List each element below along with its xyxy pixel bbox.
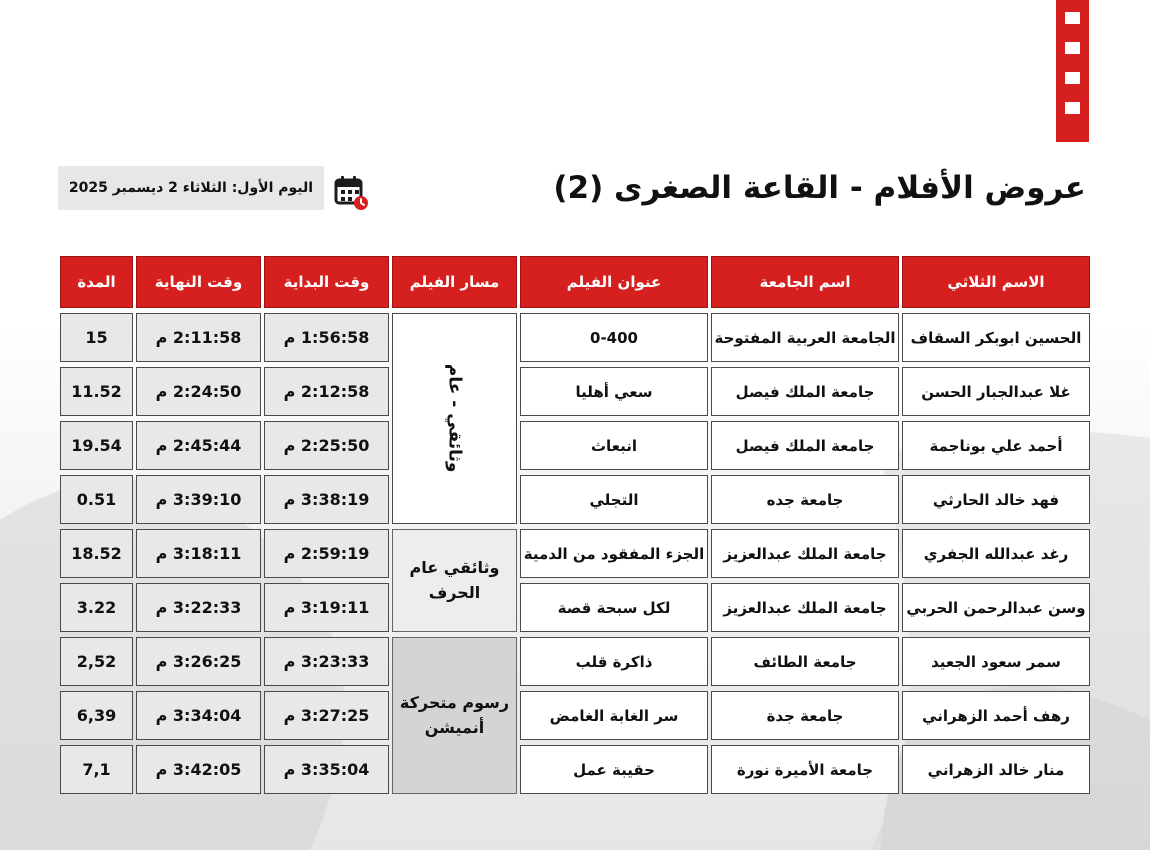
table-cell-university: جامعة الملك فيصل xyxy=(711,421,899,470)
track-label-documentary-general: وثائقي - عام xyxy=(444,364,465,473)
table-cell-name: سمر سعود الجعيد xyxy=(902,637,1090,686)
film-strip-hole xyxy=(1065,42,1080,54)
table-cell-university: جامعة الطائف xyxy=(711,637,899,686)
page-title: عروض الأفلام - القاعة الصغرى (2) xyxy=(553,170,1086,206)
table-cell-film-title: الجزء المفقود من الدمية xyxy=(520,529,708,578)
header-end-time: وقت النهاية xyxy=(136,256,261,308)
table-cell-university: الجامعة العربية المفتوحة xyxy=(711,313,899,362)
film-strip-icon xyxy=(1056,0,1089,142)
track-cell-documentary-general xyxy=(392,313,517,524)
table-cell-end-time: 3:18:11 م xyxy=(136,529,261,578)
track-cell-animation xyxy=(392,637,517,794)
table-cell-university: جامعة جدة xyxy=(711,691,899,740)
table-cell-duration: 7,1 xyxy=(60,745,133,794)
table-cell-name: وسن عبدالرحمن الحربي xyxy=(902,583,1090,632)
table-cell-name: أحمد علي بوناجمة xyxy=(902,421,1090,470)
table-cell-end-time: 2:45:44 م xyxy=(136,421,261,470)
table-cell-start-time: 2:25:50 م xyxy=(264,421,389,470)
table-cell-start-time: 1:56:58 م xyxy=(264,313,389,362)
table-cell-duration: 2,52 xyxy=(60,637,133,686)
table-cell-university: جامعة جده xyxy=(711,475,899,524)
table-cell-duration: 0.51 xyxy=(60,475,133,524)
table-cell-end-time: 2:11:58 م xyxy=(136,313,261,362)
table-cell-film-title: انبعاث xyxy=(520,421,708,470)
table-cell-duration: 15 xyxy=(60,313,133,362)
track-cell-documentary-crafts xyxy=(392,529,517,632)
table-cell-name: غلا عبدالجبار الحسن xyxy=(902,367,1090,416)
table-cell-end-time: 3:22:33 م xyxy=(136,583,261,632)
table-cell-name: فهد خالد الحارثي xyxy=(902,475,1090,524)
table-cell-university: جامعة الأميرة نورة xyxy=(711,745,899,794)
table-cell-duration: 11.52 xyxy=(60,367,133,416)
track-label-documentary-crafts: وثائقي عام الحرف xyxy=(409,557,500,602)
film-strip-hole xyxy=(1065,12,1080,24)
table-cell-duration: 6,39 xyxy=(60,691,133,740)
table-cell-film-title: التجلي xyxy=(520,475,708,524)
table-cell-end-time: 3:39:10 م xyxy=(136,475,261,524)
table-cell-start-time: 3:27:25 م xyxy=(264,691,389,740)
table-cell-university: جامعة الملك عبدالعزيز xyxy=(711,583,899,632)
table-cell-film-title: 0-400 xyxy=(520,313,708,362)
table-cell-university: جامعة الملك فيصل xyxy=(711,367,899,416)
table-cell-name: رغد عبدالله الجفري xyxy=(902,529,1090,578)
table-cell-film-title: سعي أهليا xyxy=(520,367,708,416)
table-cell-film-title: حقيبة عمل xyxy=(520,745,708,794)
header-duration: المدة xyxy=(60,256,133,308)
table-cell-start-time: 3:38:19 م xyxy=(264,475,389,524)
table-cell-film-title: لكل سبحة قصة xyxy=(520,583,708,632)
table-cell-film-title: سر الغابة الغامض xyxy=(520,691,708,740)
table-cell-university: جامعة الملك عبدالعزيز xyxy=(711,529,899,578)
table-cell-duration: 3.22 xyxy=(60,583,133,632)
date-label: اليوم الأول: الثلاثاء 2 ديسمبر 2025 xyxy=(58,166,324,210)
table-cell-name: رهف أحمد الزهراني xyxy=(902,691,1090,740)
film-schedule-table xyxy=(58,256,1090,798)
table-cell-duration: 19.54 xyxy=(60,421,133,470)
table-cell-film-title: ذاكرة قلب xyxy=(520,637,708,686)
header-track: مسار الفيلم xyxy=(392,256,517,308)
table-cell-end-time: 3:26:25 م xyxy=(136,637,261,686)
table-cell-end-time: 2:24:50 م xyxy=(136,367,261,416)
table-cell-name: منار خالد الزهراني xyxy=(902,745,1090,794)
table-cell-start-time: 3:35:04 م xyxy=(264,745,389,794)
header-university: اسم الجامعة xyxy=(711,256,899,308)
header-start-time: وقت البداية xyxy=(264,256,389,308)
header-film-title: عنوان الفيلم xyxy=(520,256,708,308)
table-cell-duration: 18.52 xyxy=(60,529,133,578)
table-cell-name: الحسين ابوبكر السقاف xyxy=(902,313,1090,362)
film-strip-hole xyxy=(1065,102,1080,114)
table-cell-start-time: 2:59:19 م xyxy=(264,529,389,578)
film-strip-hole xyxy=(1065,72,1080,84)
table-cell-end-time: 3:42:05 م xyxy=(136,745,261,794)
track-label-animation: رسوم متحركة أنميشن xyxy=(399,692,510,737)
table-cell-end-time: 3:34:04 م xyxy=(136,691,261,740)
table-cell-start-time: 3:23:33 م xyxy=(264,637,389,686)
table-cell-start-time: 3:19:11 م xyxy=(264,583,389,632)
table-cell-start-time: 2:12:58 م xyxy=(264,367,389,416)
header-name: الاسم الثلاثي xyxy=(902,256,1090,308)
calendar-clock-icon xyxy=(332,174,370,212)
